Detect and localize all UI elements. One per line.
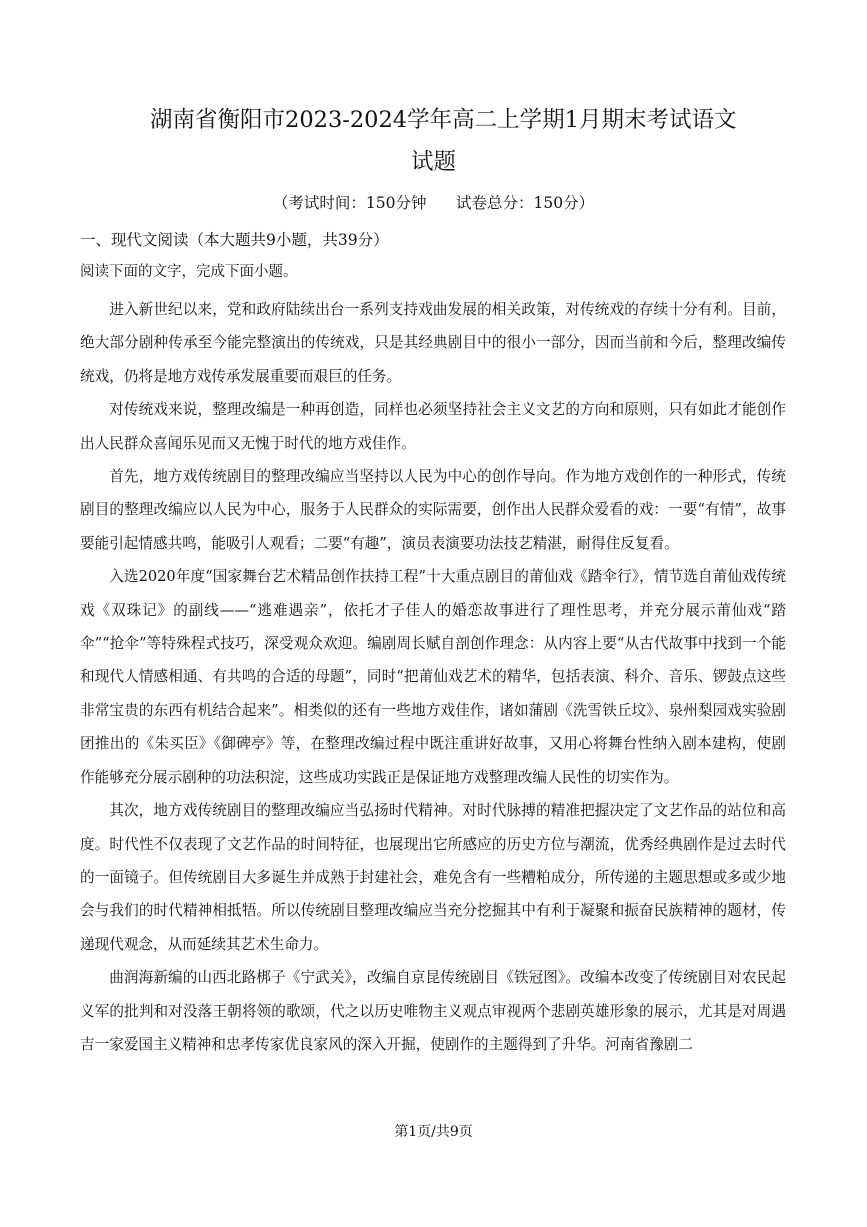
section-heading: 一、现代文阅读（本大题共9小题，共39分） <box>80 231 389 249</box>
paragraph: 入选2020年度“国家舞台艺术精品创作扶持工程”十大重点剧目的莆仙戏《踏伞行》，情节选自莆仙戏传统戏《双珠记》的副线——“逃难遇亲”，依托才子佳人的婚恋故事进行了理性思考，并充分展示莆仙戏“踏伞”“抢伞”等特殊程式技巧，深受观众欢迎。编剧周长赋自剖创作理念：从内容上要“从古代故事中找到一个能和现代人情感相通、有共鸣的合适的母题”，同时“把莆仙戏艺术的精华，包括表演、科介、音乐、锣鼓点这些非常宝贵的东西有机结合起来”。相类似的还有一些地方戏佳作，诸如蒲剧《洗雪铁丘坟》、泉州梨园戏实验剧团推出的《朱买臣》《御碑亭》等，在整理改编过程中既注重讲好故事，又用心将舞台性纳入剧本建构，使剧作能够充分展示剧种的功法积淀，这些成功实践正是保证地方戏整理改编人民性的切实作为。 <box>80 568 786 786</box>
paragraph: 其次，地方戏传统剧目的整理改编应当弘扬时代精神。对时代脉搏的精准把握决定了文艺作品的站位和高度。时代性不仅表现了文艺作品的时间特征，也展现出它所感应的历史方位与潮流，优秀经典剧作是过去时代的一面镜子。但传统剧目大多诞生并成熟于封建社会，难免含有一些糟粕成分，所传递的主题思想或多或少地会与我们的时代精神相抵牾。所以传统剧目整理改编应当充分挖掘其中有利于凝聚和振奋民族精神的题材，传递现代观念，从而延续其艺术生命力。 <box>80 802 786 953</box>
paragraph: 对传统戏来说，整理改编是一种再创造，同样也必须坚持社会主义文艺的方向和原则，只有如此才能创作出人民群众喜闻乐见而又无愧于时代的地方戏佳作。 <box>80 401 786 452</box>
paragraph: 首先，地方戏传统剧目的整理改编应当坚持以人民为中心的创作导向。作为地方戏创作的一种形式，传统剧目的整理改编应以人民为中心，服务于人民群众的实际需要，创作出人民群众爱看的戏：一要“有情”，故事要能引起情感共鸣，能吸引人观看；二要“有趣”，演员表演要功法技艺精湛，耐得住反复看。 <box>80 468 786 552</box>
document-title: 湖南省衡阳市2023-2024学年高二上学期1月期末考试语文 <box>150 107 737 133</box>
reading-instruction: 阅读下面的文字，完成下面小题。 <box>80 264 298 280</box>
page-number: 第1页/共9页 <box>394 1124 473 1140</box>
paragraph: 进入新世纪以来，党和政府陆续出台一系列支持戏曲发展的相关政策，对传统戏的存续十分有利。目前，绝大部分剧种传承至今能完整演出的传统戏，只是其经典剧目中的很小一部分，因而当前和今后，整理改编传统戏，仍将是地方戏传承发展重要而艰巨的任务。 <box>80 301 786 385</box>
exam-meta: （考试时间：150分钟 试卷总分：150分） <box>272 194 595 212</box>
paragraph: 曲润海新编的山西北路梆子《宁武关》，改编自京昆传统剧目《铁冠图》。改编本改变了传统剧目对农民起义军的批判和对没落王朝将领的歌颂，代之以历史唯物主义观点审视两个悲剧英雄形象的展示，尤其是对周遇吉一家爱国主义精神和忠孝传家优良家风的深入开掘，使剧作的主题得到了升华。河南省豫剧二 <box>80 969 786 1053</box>
document-title-continued: 试题 <box>410 149 456 175</box>
passage-body <box>80 293 786 1061</box>
